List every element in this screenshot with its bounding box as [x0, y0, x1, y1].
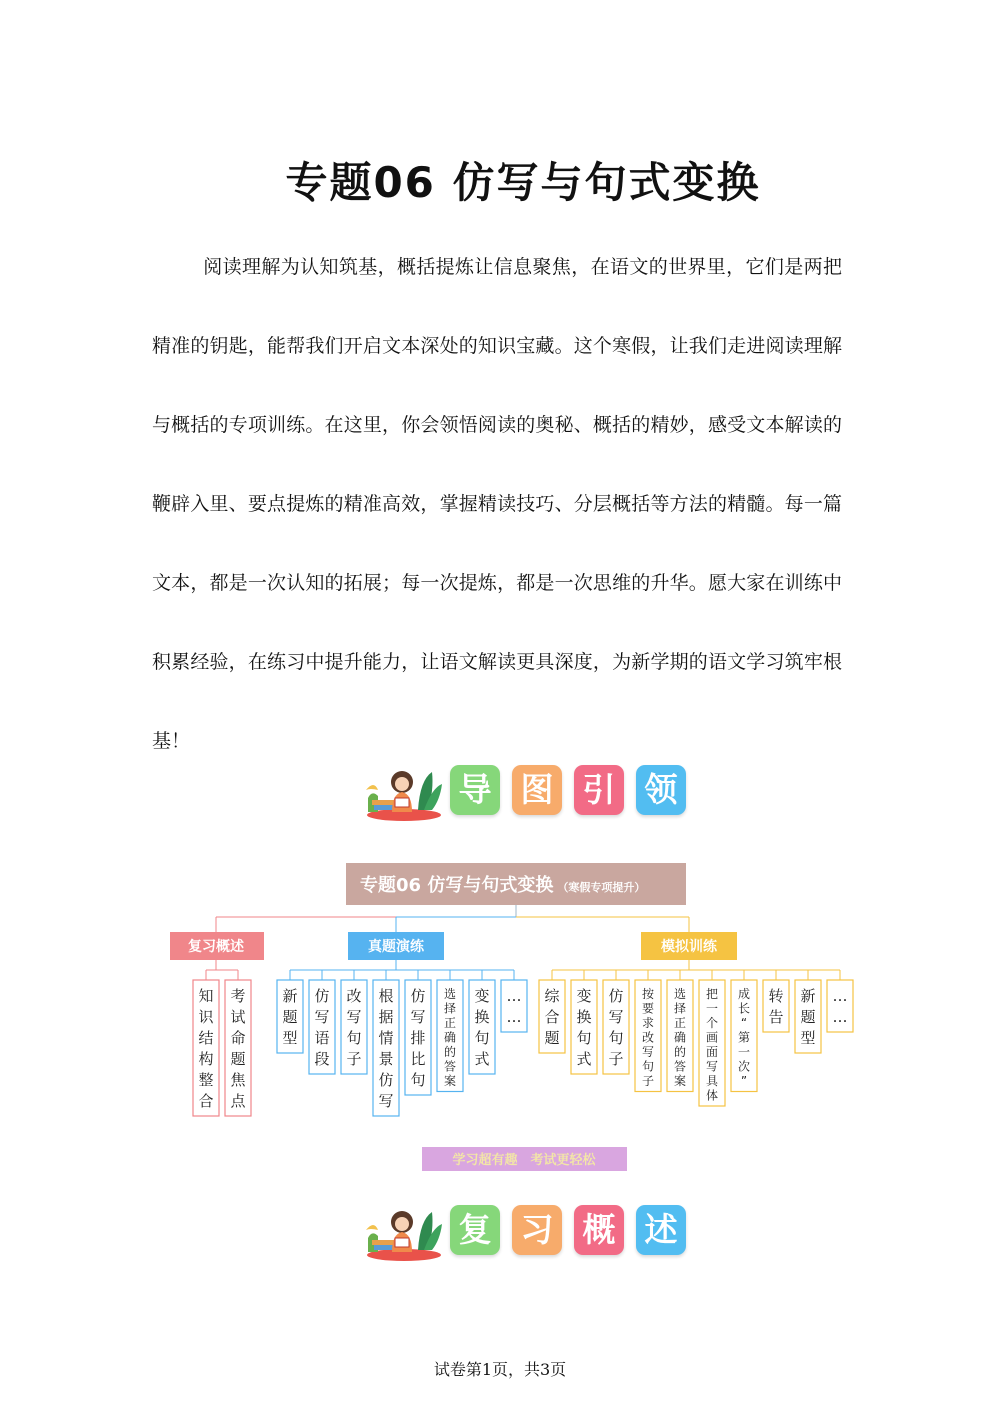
leaf-label: … … — [832, 987, 848, 1026]
leaf-label: 仿写句子 — [608, 987, 624, 1068]
banner-tile: 导 — [450, 765, 500, 815]
slogan-text: 学习超有趣 考试更轻松 — [452, 1153, 596, 1168]
reading-girl-illustration — [362, 760, 444, 822]
leaf-label: 把一个画面写具体 — [705, 987, 719, 1103]
leaf-label: 仿写排比句 — [410, 987, 426, 1089]
banner-tile: 述 — [636, 1205, 686, 1255]
section-banner-guide — [362, 760, 692, 822]
banner-tile: 习 — [512, 1205, 562, 1255]
banner-tile: 复 — [450, 1205, 500, 1255]
banner-tile: 领 — [636, 765, 686, 815]
leaf-label: … … — [506, 987, 522, 1026]
leaf-label: 改写句子 — [346, 987, 362, 1068]
leaf-label: 知识结构整合 — [198, 987, 214, 1110]
leaf-label: 选择正确的答案 — [443, 987, 457, 1088]
leaf-label: 仿写语段 — [314, 987, 330, 1068]
branch-label: 复习概述 — [188, 939, 244, 955]
leaf-label: 选择正确的答案 — [673, 987, 687, 1088]
leaf-label: 成长“第一次” — [737, 987, 751, 1088]
leaf-label: 按要求改写句子 — [641, 987, 655, 1088]
branch-label: 模拟训练 — [661, 939, 717, 955]
page-footer: 试卷第1页，共3页 — [433, 1360, 567, 1379]
leaf-label: 综合题 — [544, 987, 560, 1047]
mind-map — [170, 860, 870, 1175]
leaf-label: 根据情景仿写 — [378, 987, 394, 1110]
banner-tile: 图 — [512, 765, 562, 815]
leaf-label: 新题型 — [800, 987, 816, 1047]
leaf-label: 新题型 — [282, 987, 298, 1047]
leaf-label: 变换句式 — [474, 987, 490, 1068]
leaf-label: 转告 — [768, 987, 784, 1026]
intro-paragraph: 阅读理解为认知筑基，概括提炼让信息聚焦，在语文的世界里，它们是两把精准的钥匙，能帮我们开启文本深处的知识宝藏。这个寒假，让我们走进阅读理解与概括的专项训练。在这里，你会领悟阅读的奥秘、概括的精妙，感受文本解读的鞭辟入里、要点提炼的精准高效，掌握精读技巧、分层概括等方法的精髓。每一篇文本，都是一次认知的拓展；每一次提炼，都是一次思维的升华。愿大家在训练中积累经验，在练习中提升能力，让语文解读更具深度，为新学期的语文学习筑牢根基！ — [152, 256, 842, 752]
page-title: 专题06 仿写与句式变换 — [285, 158, 761, 207]
banner-tile: 概 — [574, 1205, 624, 1255]
banner-tile: 引 — [574, 765, 624, 815]
leaf-label: 变换句式 — [576, 987, 592, 1068]
branch-label: 真题演练 — [368, 939, 424, 955]
section-banner-review — [362, 1200, 692, 1262]
reading-girl-illustration — [362, 1200, 444, 1262]
root-label: 专题06 仿写与句式变换 （寒假专项提升） — [360, 875, 646, 896]
leaf-label: 考试命题焦点 — [230, 987, 246, 1110]
